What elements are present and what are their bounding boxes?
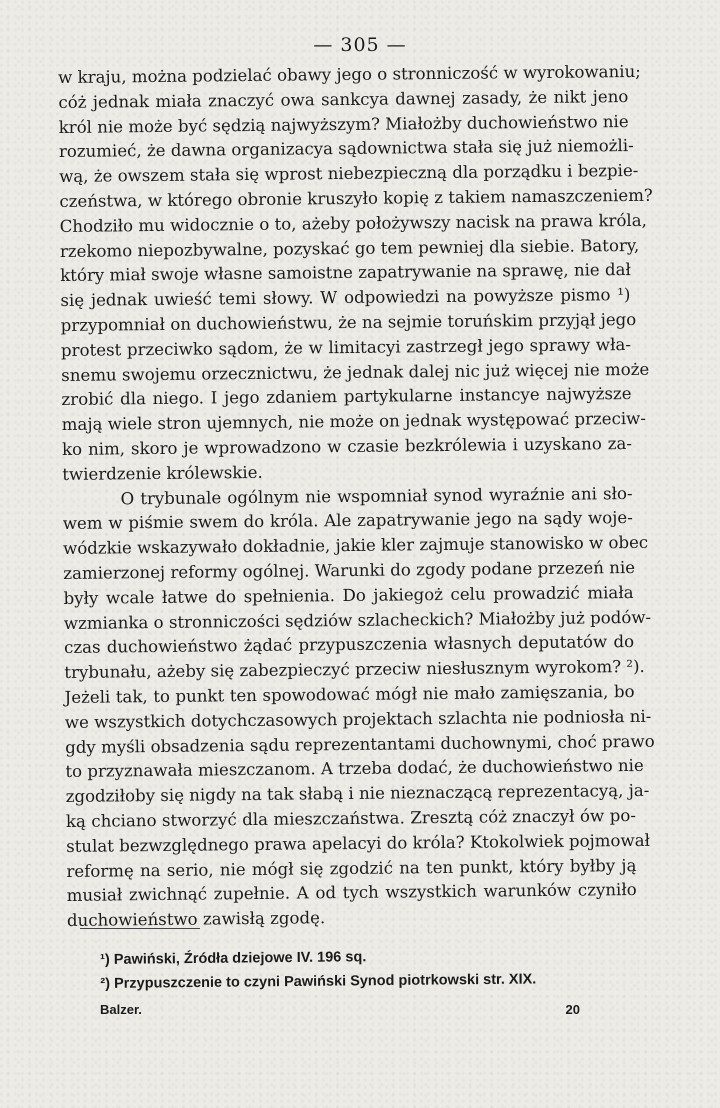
text-line: Chodziło mu widocznie o to, ażeby położywszy nacisk na prawa króla,: [59, 210, 647, 236]
page-number: — 305 —: [313, 34, 407, 56]
signature-line: [100, 1002, 580, 1017]
body-text: [58, 60, 655, 934]
text-line: czeństwa, w którego obronie kruszyło kopię z takiem namaszczeniem?: [59, 185, 653, 211]
text-line: Jeżeli tak, to punkt ten spowodować mógł nie mało zamięszania, bo: [64, 681, 635, 707]
text-line: wzmianka o stronniczości sędziów szlacheckich? Miałożby już podów-: [63, 607, 652, 633]
footnote-divider: [80, 928, 200, 929]
paragraph-1: [58, 60, 653, 487]
text-line: O trybunale ogólnym nie wspomniał synod wyraźnie ani sło-: [120, 483, 633, 508]
text-line: twierdzenie królewskie.: [62, 462, 263, 484]
text-line: cóż jednak miała znaczyć owa sankcya dawnej zasady, że nikt jeno: [58, 86, 629, 112]
text-line: wą, że owszem stała się wprost niebezpieczną dla porządku i bezpie-: [59, 161, 639, 187]
text-line: wódzkie wskazywało dokładnie, jakie kler zajmuje stanowisko w obec: [62, 532, 649, 559]
text-line: w kraju, można podzielać obawy jego o stronniczość w wyrokowaniu;: [58, 61, 641, 87]
text-line: który miał swoje własne samoistne zapatrywanie na sprawę, nie dał: [60, 260, 631, 286]
text-line: zgodziłoby się nigdy na tak słabą i nie nieznaczącą reprezentacyą, ja-: [65, 780, 650, 807]
text-line: gdy myśli obsadzenia sądu reprezentantami duchownymi, choć prawo: [65, 731, 655, 757]
text-line: wem w piśmie swem do króla. Ale zapatrywanie jego na sądy woje-: [62, 508, 633, 534]
text-line: to przyznawała mieszczanom. A trzeba dodać, że duchowieństwo nie: [65, 756, 644, 782]
signature-number: 20: [565, 1002, 580, 1017]
text-line: rzekomo niepozbywalne, pozyskać go tem pewniej dla siebie. Batory,: [59, 235, 640, 261]
text-line: snemu swojemu orzecznictwu, że jednak dalej nic już więcej nie może: [61, 359, 650, 385]
text-line: mają wiele stron ujemnych, nie może on jednak występować przeciw-: [61, 409, 647, 435]
text-line: zrobić dla niego. I jego zdaniem partykularne instancye najwyższe: [61, 384, 632, 410]
signature-author: Balzer.: [100, 1002, 142, 1017]
text-line: zamierzonej reformy ogólnej. Warunki do zgody podane przezeń nie: [63, 557, 636, 583]
text-line: ko nim, skoro je wprowadzono w czasie bezkrólewia i uzyskano za-: [61, 433, 633, 459]
text-line: ką chciano stworzyć dla mieszczaństwa. Zresztą cóż znaczył ów po-: [65, 805, 636, 831]
footnote-1: ¹) Pawiński, Źródła dziejowe IV. 196 sq.: [100, 949, 367, 968]
text-line: przypomniał on duchowieństwu, że na sejmie toruńskim przyjął jego: [60, 309, 637, 335]
text-line: we wszystkich dotychczasowych projektach szlachta nie podniosła ni-: [64, 706, 652, 732]
text-line: protest przeciwko sądom, że w limitacyi zastrzegł jego sprawy wła-: [60, 334, 632, 360]
text-line: król nie może być sędzią najwyższym? Miałożby duchowieństwo nie: [58, 111, 629, 137]
text-line: reformę na serio, nie mógł się zgodzić na ten punkt, który byłby ją: [66, 855, 637, 881]
text-line: były wcale łatwe do spełnienia. Do jakiegoż celu prowadzić miała: [63, 582, 634, 608]
text-line: stulat bezwzględnego prawa apelacyi do króla? Ktokolwiek pojmował: [66, 830, 651, 856]
text-line: duchowieństwo zawisłą zgodę.: [66, 908, 326, 931]
text-line: rozumieć, że dawna organizacya sądownictwa stała się już niemożli-: [58, 136, 634, 162]
footnote-2: ²) Przypuszczenie to czyni Pawiński Synod piotrkowski str. XIX.: [100, 971, 537, 992]
paragraph-2: [62, 482, 655, 934]
footnotes: [100, 943, 620, 996]
text-line: musiał zwichnąć zupełnie. A od tych wszystkich warunków czyniło: [66, 880, 637, 906]
text-line: czas duchowieństwo żądać przypuszczenia własnych deputatów do: [63, 632, 635, 658]
text-line: trybunału, ażeby się zabezpieczyć przeciw niesłusznym wyrokom? ²).: [64, 657, 645, 683]
text-line: się jednak uwieść temi słowy. W odpowiedzi na powyższe pismo ¹): [60, 285, 631, 311]
